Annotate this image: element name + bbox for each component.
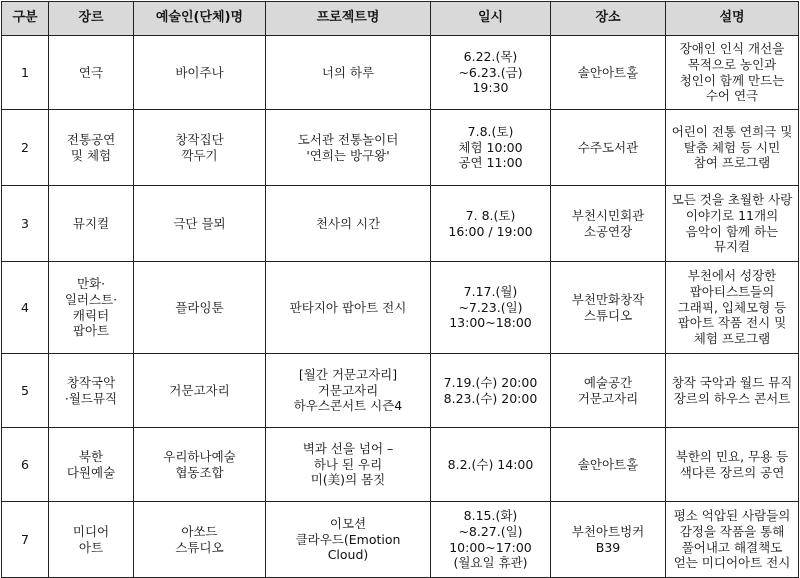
cell-artist: 플라잉툰 [134,262,266,354]
cell-date: 6.22.(목) ~6.23.(금) 19:30 [431,36,551,110]
cell-genre: 연극 [49,36,134,110]
header-genre: 장르 [49,2,134,36]
cell-venue: 부천시민회관 소공연장 [551,186,666,262]
cell-date: 7.17.(월) ~7.23.(일) 13:00~18:00 [431,262,551,354]
table-row [2,262,799,354]
cell-description: 창작 국악과 월드 뮤직 장르의 하우스 콘서트 [666,354,799,428]
cell-project: 도서관 전통놀이터 '연희는 방구왕' [266,110,431,186]
cell-artist: 아쏘드 스튜디오 [134,502,266,578]
cell-genre: 창작국악 ·월드뮤직 [49,354,134,428]
cell-project: 판타지아 팝아트 전시 [266,262,431,354]
cell-venue: 부천아트벙커 B39 [551,502,666,578]
cell-artist: 거문고자리 [134,354,266,428]
cell-venue: 솔안아트홀 [551,36,666,110]
cell-genre: 뮤지컬 [49,186,134,262]
cell-date: 7.8.(토) 체험 10:00 공연 11:00 [431,110,551,186]
cell-description: 모든 것을 초월한 사랑 이야기로 11개의 음악이 함께 하는 뮤지컬 [666,186,799,262]
cell-project: 너의 하루 [266,36,431,110]
cell-venue: 솔안아트홀 [551,428,666,502]
cell-no: 1 [2,36,49,110]
cell-description: 부천에서 성장한 팝아티스트들의 그래픽, 입체모형 등 팝아트 작품 전시 및 체험 프로그램 [666,262,799,354]
cell-no: 7 [2,502,49,578]
cell-venue: 수주도서관 [551,110,666,186]
cell-artist: 바이주나 [134,36,266,110]
cell-project: 벽과 선을 넘어 – 하나 된 우리 미(美)의 몸짓 [266,428,431,502]
cell-project: [월간 거문고자리] 거문고자리 하우스콘서트 시즌4 [266,354,431,428]
cell-artist: 우리하나예술 협동조합 [134,428,266,502]
cell-date: 8.2.(수) 14:00 [431,428,551,502]
program-schedule-table [1,1,799,578]
cell-no: 2 [2,110,49,186]
header-project: 프로젝트명 [266,2,431,36]
cell-description: 평소 억압된 사람들의 감정을 작품을 통해 풀어내고 해결책도 얻는 미디어아트 전시 [666,502,799,578]
cell-project: 이모션 클라우드(Emotion Cloud) [266,502,431,578]
cell-venue: 부천만화창작 스튜디오 [551,262,666,354]
cell-date: 7. 8.(토) 16:00 / 19:00 [431,186,551,262]
cell-date: 8.15.(화) ~8.27.(일) 10:00~17:00 (월요일 휴관) [431,502,551,578]
cell-artist: 극단 믈뫼 [134,186,266,262]
cell-no: 4 [2,262,49,354]
cell-project: 천사의 시간 [266,186,431,262]
header-date: 일시 [431,2,551,36]
cell-genre: 전통공연 및 체험 [49,110,134,186]
cell-no: 3 [2,186,49,262]
table-row [2,502,799,578]
table-row [2,428,799,502]
cell-date: 7.19.(수) 20:00 8.23.(수) 20:00 [431,354,551,428]
header-venue: 장소 [551,2,666,36]
cell-no: 6 [2,428,49,502]
table-row [2,36,799,110]
header-description: 설명 [666,2,799,36]
cell-description: 어린이 전통 연희극 및 탈춤 체험 등 시민 참여 프로그램 [666,110,799,186]
cell-description: 장애인 인식 개선을 목적으로 농인과 청인이 함께 만드는 수어 연극 [666,36,799,110]
cell-genre: 북한 다원예술 [49,428,134,502]
cell-genre: 미디어 아트 [49,502,134,578]
header-artist: 예술인(단체)명 [134,2,266,36]
header-no: 구분 [2,2,49,36]
table-row [2,186,799,262]
header-row [2,2,799,36]
cell-venue: 예술공간 거문고자리 [551,354,666,428]
cell-no: 5 [2,354,49,428]
cell-description: 북한의 민요, 무용 등 색다른 장르의 공연 [666,428,799,502]
table-row [2,354,799,428]
cell-genre: 만화· 일러스트· 캐릭터 팝아트 [49,262,134,354]
table-row [2,110,799,186]
cell-artist: 창작집단 깍두기 [134,110,266,186]
